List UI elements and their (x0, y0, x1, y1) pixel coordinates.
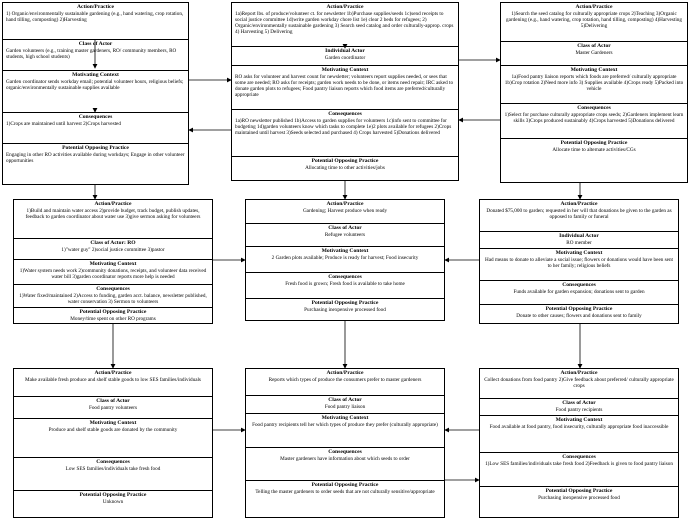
card-garden-volunteers-context: Motivating Context Garden coordinator sends workday email; potential volunteer hours, religious beliefs; organic/environmentally sustainable supplies available (3, 71, 188, 113)
card-master-gardeners-actor: Class of Actor Master Gardeners (501, 42, 687, 66)
card-ro-consequences: Consequences 1)Water fixed/maintained 2)Access to funding, garden acct. balance, newsletter published, water conservation 3) Sermon to volunteers (14, 285, 212, 308)
card-ro-member-consequences: Consequences Funds available for garden expansion; donations sent to garden (480, 281, 678, 305)
card-food-pantry-recipients-opposing: Potential Opposing Practice Purchasing inexpensive processed food (538, 488, 620, 501)
card-garden-coordinator-consequences: Consequences 1a)RO newsletter published 1b)Access to garden supplies for volunteers 1c)info sent to committee for budgeting 1d)garden volunteers know which tasks to complete 1e)2 plots available for refugees 2)Crops maintained until harvest 3)Seeds selected and purchased 4) Crops harvested 5)Donations delivered (232, 110, 458, 157)
card-ro-member-action: Action/Practice Donated $75,000 to garden; requested in her will that donations be given to the garden as opposed to family or funeral (480, 200, 678, 232)
card-garden-coordinator (231, 2, 459, 181)
card-food-pantry-recipients-consequences: Consequences 1)Low SES families/individuals take fresh food 2)Feedback is given to food pantry liaison (480, 453, 678, 487)
card-food-pantry-volunteers-action: Action/Practice Make available fresh produce and shelf stable goods to low SES families/individuals (14, 369, 212, 397)
card-food-pantry-liaison-action: Action/Practice Reports which types of produce the consumers prefer to master gardeners (246, 369, 444, 396)
card-food-pantry-recipients-context: Motivating Context Food available at food pantry, food insecurity, culturally appropriate food inaccessible (480, 416, 678, 453)
card-food-pantry-liaison-actor: Class of Actor Food pantry liaison (246, 396, 444, 414)
card-master-gardeners (500, 2, 688, 183)
card-food-pantry-recipients (479, 368, 679, 518)
card-master-gardeners-opposing: Potential Opposing Practice Allocate time to alternate activities/CGs (552, 140, 636, 153)
card-garden-volunteers-actor: Class of Actor Garden volunteers (e.g., training master gardeners, RO/ community members, RO students, high school students) (3, 40, 188, 71)
card-food-pantry-volunteers-actor: Class of Actor Food pantry volunteers (14, 397, 212, 419)
card-garden-coordinator-action: Action/Practice 1a)Report lbs. of produce/volunteer ct. for newsletter 1b)Purchase supplies/seeds 1c)send receipts to social justice committee 1d)write garden workday chore list 1e) clear 2 beds for refugees; 2) Organic/environmentally sustainable gardening 3) Search seed catalog and order culturally-approp. crops 4) Harvesting 5) Delivering (232, 3, 458, 47)
card-ro-member (479, 199, 679, 324)
card-ro-actor: Class of Actor: RO 1)"water guy" 2)social justice committee 3)pastor (14, 239, 212, 260)
card-garden-volunteers-opposing: Potential Opposing Practice Engaging in other RO activities available during workdays; Engage in other volunteer opportunities (6, 145, 185, 164)
card-ro-action: Action/Practice 1)Build and maintain water access 2)provide budget, track budget, publish updates, feedback to garden coordinator about water use 3)give sermon asking for volunteers (14, 200, 212, 239)
card-garden-volunteers-consequences: Consequences 1)Crops are maintained until harvest 2)Crops harvested (3, 113, 188, 144)
card-ro-member-actor: Individual Actor RO member (480, 232, 678, 249)
card-food-pantry-volunteers-consequences: Consequences Low SES families/individuals take fresh food (14, 458, 212, 491)
card-ro (13, 199, 213, 324)
card-food-pantry-volunteers-context: Motivating Context Produce and shelf stable goods are donated by the community (14, 419, 212, 458)
card-ro-context: Motivating Context 1)Water system needs work 2)community donations, receipts, and volunteer data received water bill 3)garden coordinator reports more help is needed (14, 260, 212, 285)
card-ro-opposing: Potential Opposing Practice Money/time spent on other RO programs (70, 309, 156, 322)
card-garden-coordinator-opposing: Potential Opposing Practice Allocating time to other activities/jobs (305, 158, 385, 171)
card-food-pantry-volunteers (13, 368, 213, 518)
card-refugee-volunteers-consequences: Consequences Fresh food is grown; Fresh food is available to take home (246, 273, 444, 299)
card-ro-member-opposing: Potential Opposing Practice Donate to other causes; flowers and donations sent to family (516, 306, 642, 319)
card-refugee-volunteers-context: Motivating Context 2 Garden plots available; Produce is ready for harvest; Food insecurity (246, 247, 444, 273)
card-food-pantry-recipients-action: Action/Practice Collect donations from food pantry 2)Give feedback about preferred/ culturally appropriate crops (480, 369, 678, 399)
card-garden-volunteers-action: Action/Practice 1) Organic/environmentally sustainable gardening (e.g., hand watering, crop rotation, hand tilling, composting) 2)Harvesting (3, 3, 188, 40)
card-master-gardeners-consequences: Consequences 1)Select for purchase culturally appropriate crops seeds; 2)Gardeners implement learn skills 3)Crops produced sustainably 4)Crops harvested 5)Donations delivered (501, 104, 687, 139)
card-food-pantry-liaison-opposing: Potential Opposing Practice Telling the master gardeners to order seeds that are not culturally sensitive/appropriate (255, 482, 435, 495)
card-food-pantry-liaison-consequences: Consequences Master gardeners have information about which seeds to order (246, 448, 444, 481)
card-garden-volunteers (2, 2, 189, 185)
card-refugee-volunteers-opposing: Potential Opposing Practice Purchasing inexpensive processed food (304, 300, 386, 313)
card-refugee-volunteers-actor: Class of Actor Refugee volunteers (246, 224, 444, 247)
card-garden-coordinator-actor: Individual Actor Garden coordinator (232, 47, 458, 66)
card-master-gardeners-action: Action/Practice 1)Search the seed catalog for culturally appropriate crops 2)Teaching 3)Organic gardening (e.g., hand watering, crop rotation, hand tilling, composting) 4)Harvesting 5)Delivering (501, 3, 687, 42)
card-refugee-volunteers (245, 199, 445, 321)
card-garden-coordinator-context: Motivating Context RO asks for volunteer and harvest count for newsletter; volunteers report supplies needed, or sees that some are needed; RO asks for receipts; garden work needs to be done, or items need repair; IRC asked to donate garden plots to refugees; Food pantry liaison reports which food items are preferred/culturally appropriate (232, 66, 458, 110)
card-refugee-volunteers-action: Action/Practice Gardening; Harvest produce when ready (246, 200, 444, 224)
card-food-pantry-volunteers-opposing: Potential Opposing Practice Unknown (79, 492, 147, 505)
card-master-gardeners-context: Motivating Context 1a)Food pantry liaison reports which foods are preferred/ culturally appropriate 1b)Crop rotation 2)Need more info 3) Supplies available 4)Crops ready 5)Packed into vehicle (501, 66, 687, 104)
card-food-pantry-liaison-context: Motivating Context Food pantry recipients tell her which types of produce they prefer (culturally appropriate) (246, 414, 444, 448)
card-food-pantry-recipients-actor: Class of Actor Food pantry recipients (480, 399, 678, 416)
card-ro-member-context: Motivating Context Had means to donate to alleviate a social issue; flowers or donations would have been sent to her family; religious beliefs (480, 249, 678, 281)
card-food-pantry-liaison (245, 368, 445, 518)
